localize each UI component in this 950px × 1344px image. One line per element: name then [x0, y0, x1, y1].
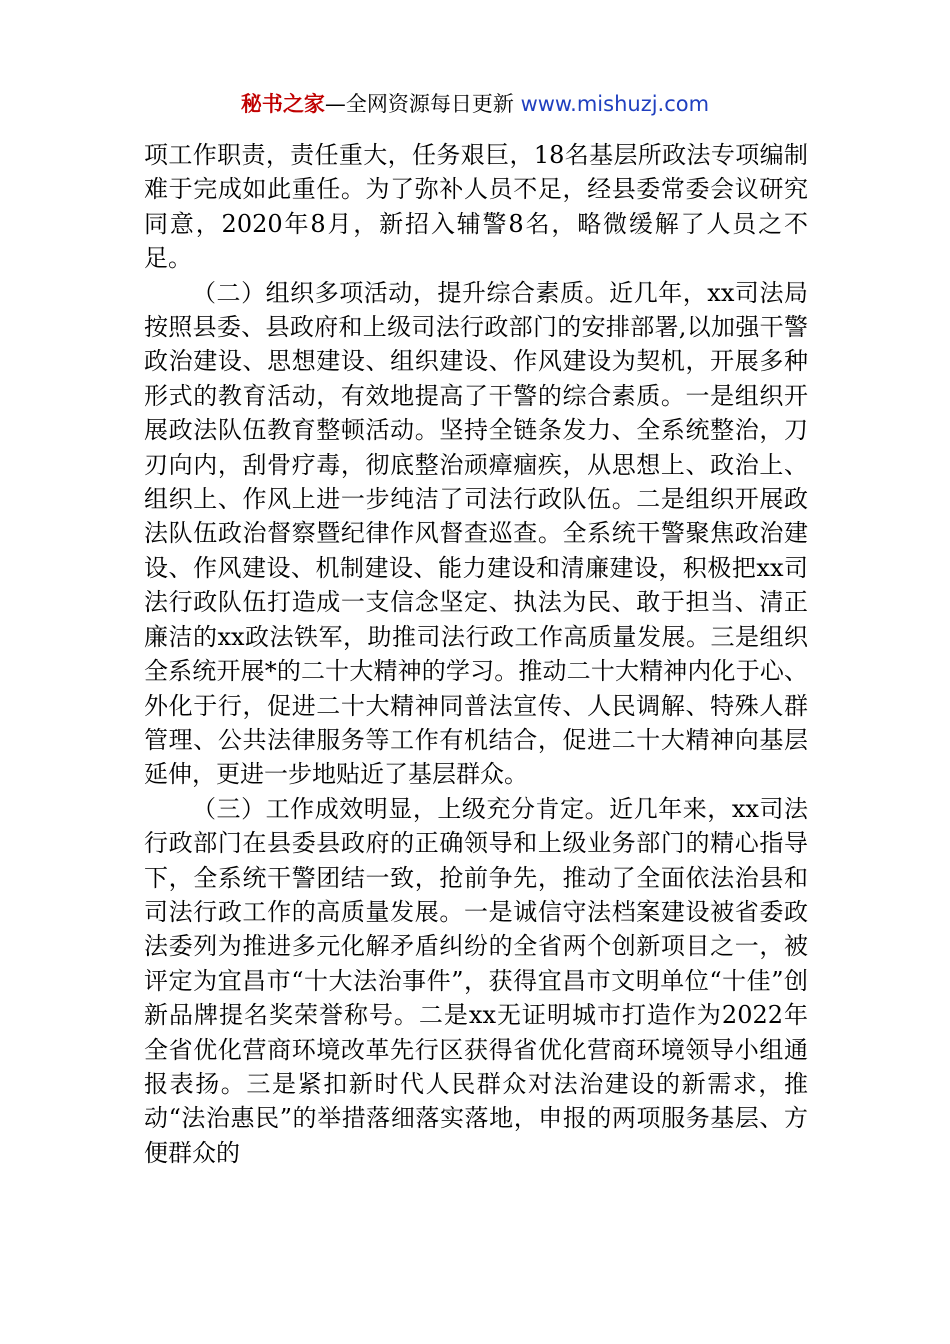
- site-brand: 秘书之家: [240, 92, 325, 116]
- site-url[interactable]: www.mishuzj.com: [520, 92, 710, 116]
- site-header: [0, 88, 950, 120]
- paragraph-section-three: （三）工作成效明显，上级充分肯定。近几年来，xx司法行政部门在县委县政府的正确领导和上级业务部门的精心指导下，全系统干警团结一致，抢前争先，推动了全面依法治县和司法行政工作的高质量发展。一是诚信守法档案建设被省委政法委列为推进多元化解矛盾纠纷的全省两个创新项目之一，被评定为宜昌市“十大法治事件”，获得宜昌市文明单位“十佳”创新品牌提名奖荣誉称号。二是xx无证明城市打造作为2022年全省优化营商环境改革先行区获得省优化营商环境领导小组通报表扬。三是紧扣新时代人民群众对法治建设的新需求，推动“法治惠民”的举措落细落实落地，申报的两项服务基层、方便群众的: [144, 794, 808, 1167]
- document-body: [144, 138, 808, 1170]
- site-tagline: —全网资源每日更新: [324, 92, 521, 116]
- paragraph-continuation: 项工作职责，责任重大，任务艰巨，18名基层所政法专项编制难于完成如此重任。为了弥补人员不足，经县委常委会议研究同意，2020年8月，新招入辅警8名，略微缓解了人员之不足。: [144, 141, 808, 273]
- paragraph-section-two: （二）组织多项活动，提升综合素质。近几年，xx司法局按照县委、县政府和上级司法行政部门的安排部署,以加强干警政治建设、思想建设、组织建设、作风建设为契机，开展多种形式的教育活动，有效地提高了干警的综合素质。一是组织开展政法队伍教育整顿活动。坚持全链条发力、全系统整治，刀刃向内，刮骨疗毒，彻底整治顽瘴痼疾，从思想上、政治上、组织上、作风上进一步纯洁了司法行政队伍。二是组织开展政法队伍政治督察暨纪律作风督查巡查。全系统干警聚焦政治建设、作风建设、机制建设、能力建设和清廉建设，积极把xx司法行政队伍打造成一支信念坚定、执法为民、敢于担当、清正廉洁的xx政法铁军，助推司法行政工作高质量发展。三是组织全系统开展*的二十大精神的学习。推动二十大精神内化于心、外化于行，促进二十大精神同普法宣传、人民调解、特殊人群管理、公共法律服务等工作有机结合，促进二十大精神向基层延伸，更进一步地贴近了基层群众。: [144, 278, 808, 789]
